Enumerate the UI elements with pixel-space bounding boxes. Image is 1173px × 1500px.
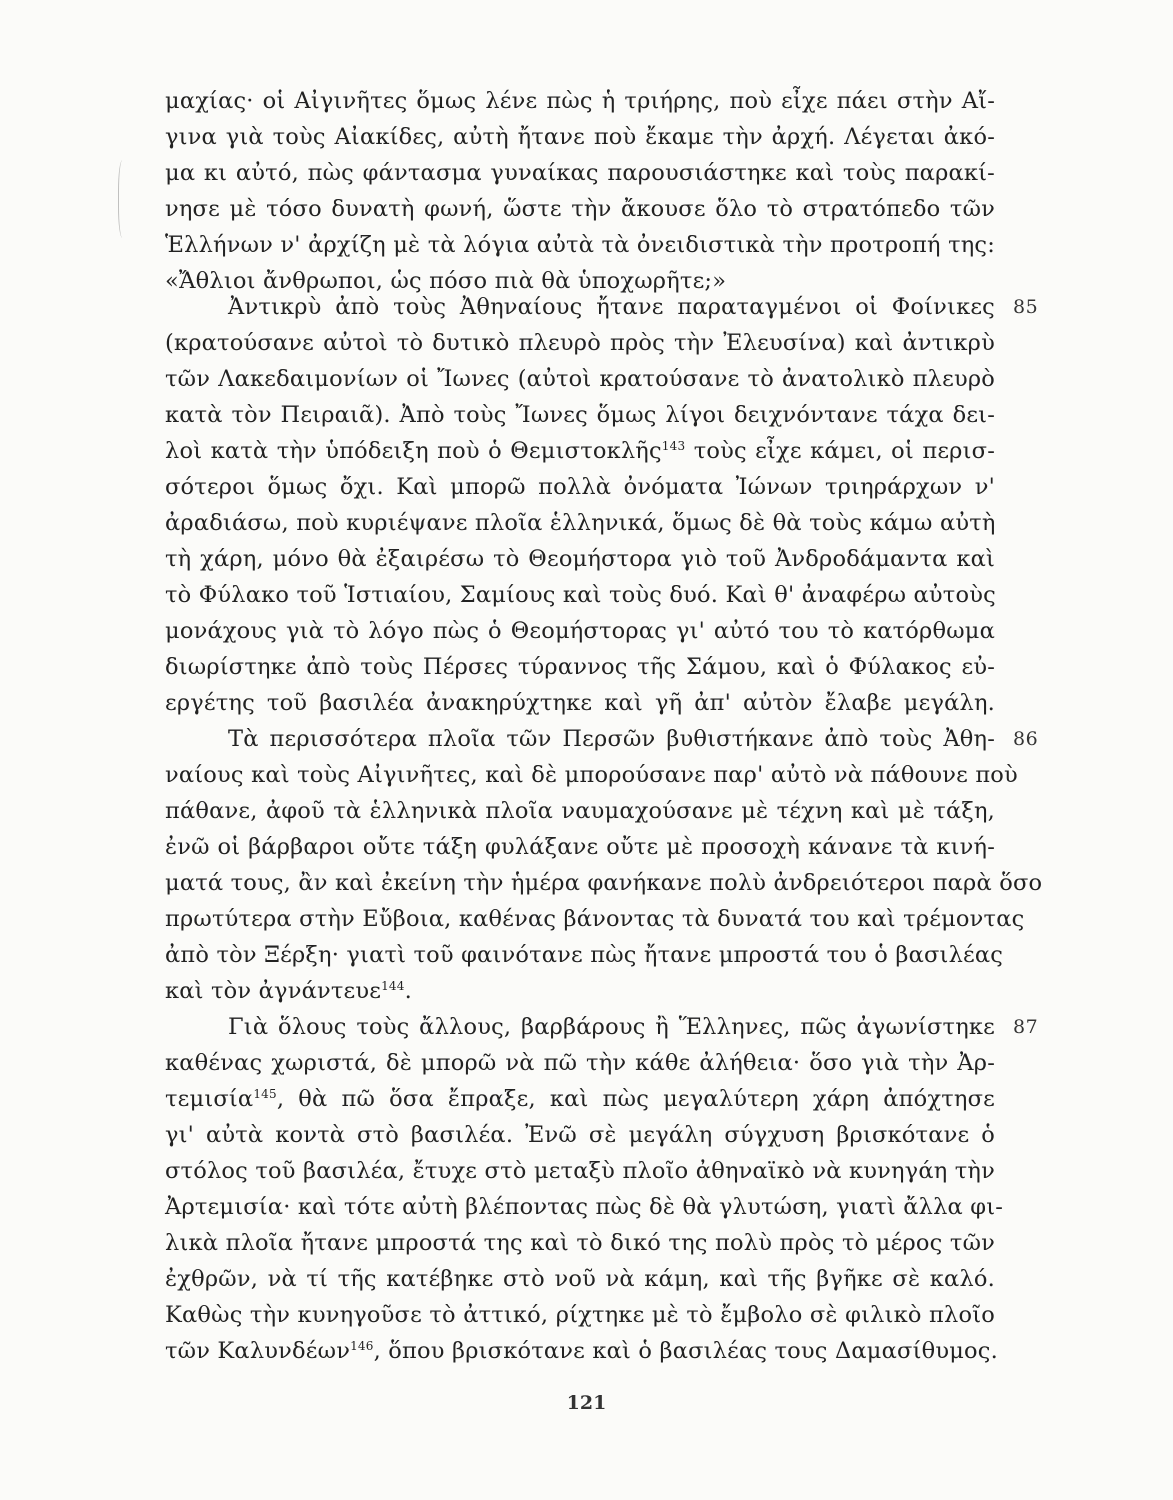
line-text: τῶν Καλυνδέων: [165, 1338, 351, 1364]
text-line: καθένας χωριστά, δὲ μπορῶ νὰ πῶ τὴν κάθε ἀλήθεια· ὅσο γιὰ τὴν Ἀρ-: [165, 1050, 995, 1076]
text-line: πρωτύτερα στὴν Εὔβοια, καθένας βάνοντας τὰ δυνατά του καὶ τρέμοντας: [165, 906, 1025, 932]
text-line: «Ἄθλιοι ἄνθρωποι, ὡς πόσο πιὰ θὰ ὑποχωρῆτε;»: [165, 268, 727, 294]
text-line: διωρίστηκε ἀπὸ τοὺς Πέρσες τύραννος τῆς Σάμου, καὶ ὁ Φύλακος εὐ-: [165, 654, 995, 680]
footnote-ref: 143: [661, 439, 686, 453]
text-line: εργέτης τοῦ βασιλέα ἀνακηρύχτηκε καὶ γῆ ἀπ' αὐτὸν ἔλαβε μεγάλη.: [165, 690, 995, 716]
footnote-ref: 146: [350, 1339, 374, 1353]
line-text: , ὅπου βρισκότανε καὶ ὁ βασιλέας τους Δαμασίθυμος.: [373, 1338, 998, 1364]
section-number: 87: [1013, 1016, 1039, 1038]
text-line: [165, 1336, 998, 1366]
text-line: Ἑλλήνων ν' ἀρχίζη μὲ τὰ λόγια αὐτὰ τὰ ὀνειδιστικὰ τὴν προτροπή της:: [165, 232, 995, 258]
text-line: πάθανε, ἀφοῦ τὰ ἑλληνικὰ πλοῖα ναυμαχούσανε μὲ τέχνη καὶ μὲ τάξη,: [165, 798, 995, 824]
text-line: ναίους καὶ τοὺς Αἰγινῆτες, καὶ δὲ μπορούσανε παρ' αὐτὸ νὰ πάθουνε ποὺ: [165, 762, 1018, 788]
text-line: τὸ Φύλακο τοῦ Ἱστιαίου, Σαμίους καὶ τοὺς δυό. Καὶ θ' ἀναφέρω αὐτοὺς: [165, 582, 996, 608]
text-line: τῶν Λακεδαιμονίων οἱ Ἴωνες (αὐτοὶ κρατούσανε τὸ ἀνατολικὸ πλευρὸ: [165, 366, 995, 392]
text-line: τὴ χάρη, μόνο θὰ ἐξαιρέσω τὸ Θεομήστορα γιὸ τοῦ Ἀνδροδάμαντα καὶ: [165, 546, 995, 572]
footnote-ref: 144: [381, 979, 405, 993]
pencil-margin-mark: [118, 160, 129, 238]
text-line: ἀπὸ τὸν Ξέρξη· γιατὶ τοῦ φαινότανε πὼς ἤτανε μπροστά του ὁ βασιλέας: [165, 942, 1004, 968]
line-text: λοὶ κατὰ τὴν ὑπόδειξη ποὺ ὁ Θεμιστοκλῆς: [165, 438, 662, 464]
text-line: ἐνῶ οἱ βάρβαροι οὔτε τάξη φυλάξανε οὔτε μὲ προσοχὴ κάνανε τὰ κινή-: [165, 834, 995, 860]
text-line: λικὰ πλοῖα ἤτανε μπροστά της καὶ τὸ δικό της πολὺ πρὸς τὸ μέρος τῶν: [165, 1230, 995, 1256]
text-line: Ἀντικρὺ ἀπὸ τοὺς Ἀθηναίους ἤτανε παραταγμένοι οἱ Φοίνικες: [228, 294, 995, 320]
text-line: ἐχθρῶν, νὰ τί τῆς κατέβηκε στὸ νοῦ νὰ κάμη, καὶ τῆς βγῆκε σὲ καλό.: [165, 1266, 995, 1292]
footnote-ref: 145: [253, 1087, 277, 1101]
text-line: σότεροι ὅμως ὄχι. Καὶ μπορῶ πολλὰ ὀνόματα Ἰώνων τριηράρχων ν': [165, 474, 995, 500]
text-line: ἀραδιάσω, ποὺ κυριέψανε πλοῖα ἑλληνικά, ὅμως δὲ θὰ τοὺς κάμω αὐτὴ: [165, 510, 996, 536]
text-line: [165, 976, 995, 1006]
line-text: , θὰ πῶ ὅσα ἔπραξε, καὶ πὼς μεγαλύτερη χάρη ἀπόχτησε: [276, 1086, 995, 1112]
text-line: [165, 1084, 995, 1114]
section-number: 85: [1013, 296, 1039, 318]
line-text: .: [404, 978, 412, 1004]
text-line: κατὰ τὸν Πειραιᾶ). Ἀπὸ τοὺς Ἴωνες ὅμως λίγοι δειχνόντανε τάχα δει-: [165, 402, 995, 428]
text-line: γινα γιὰ τοὺς Αἰακίδες, αὐτὴ ἤτανε ποὺ ἔκαμε τὴν ἀρχή. Λέγεται ἀκό-: [165, 124, 995, 150]
text-line: μα κι αὐτό, πὼς φάντασμα γυναίκας παρουσιάστηκε καὶ τοὺς παρακί-: [165, 160, 995, 186]
line-text: τοὺς εἶχε κάμει, οἱ περισ-: [685, 438, 995, 464]
line-text: καὶ τὸν ἀγνάντευε: [165, 978, 382, 1004]
text-line: ματά τους, ἂν καὶ ἐκείνη τὴν ἡμέρα φανήκανε πολὺ ἀνδρειότεροι παρὰ ὅσο: [165, 870, 1043, 896]
text-line: Γιὰ ὅλους τοὺς ἄλλους, βαρβάρους ἢ Ἕλληνες, πῶς ἀγωνίστηκε: [228, 1014, 995, 1040]
text-line: Καθὼς τὴν κυνηγοῦσε τὸ ἀττικό, ρίχτηκε μὲ τὸ ἔμβολο σὲ φιλικὸ πλοῖο: [165, 1302, 995, 1328]
text-line: νησε μὲ τόσο δυνατὴ φωνή, ὥστε τὴν ἄκουσε ὅλο τὸ στρατόπεδο τῶν: [165, 196, 995, 222]
text-line: στόλος τοῦ βασιλέα, ἔτυχε στὸ μεταξὺ πλοῖο ἀθηναϊκὸ νὰ κυνηγάη τὴν: [165, 1158, 995, 1184]
text-line: Τὰ περισσότερα πλοῖα τῶν Περσῶν βυθιστήκανε ἀπὸ τοὺς Ἀθη-: [228, 726, 995, 752]
text-line: (κρατούσανε αὐτοὶ τὸ δυτικὸ πλευρὸ πρὸς τὴν Ἐλευσίνα) καὶ ἀντικρὺ: [165, 330, 995, 356]
text-line: Ἀρτεμισία· καὶ τότε αὐτὴ βλέποντας πὼς δὲ θὰ γλυτώση, γιατὶ ἄλλα φι-: [165, 1194, 1004, 1220]
section-number: 86: [1013, 728, 1039, 750]
text-line: [165, 436, 995, 466]
text-line: μονάχους γιὰ τὸ λόγο πὼς ὁ Θεομήστορας γι' αὐτό του τὸ κατόρθωμα: [165, 618, 995, 644]
text-line: μαχίας· οἱ Αἰγινῆτες ὅμως λένε πὼς ἡ τριήρης, ποὺ εἶχε πάει στὴν Αἴ-: [165, 88, 995, 114]
text-line: γι' αὐτὰ κοντὰ στὸ βασιλέα. Ἐνῶ σὲ μεγάλη σύγχυση βρισκότανε ὁ: [165, 1122, 995, 1148]
page-number: 121: [566, 1392, 607, 1414]
line-text: τεμισία: [165, 1086, 254, 1112]
